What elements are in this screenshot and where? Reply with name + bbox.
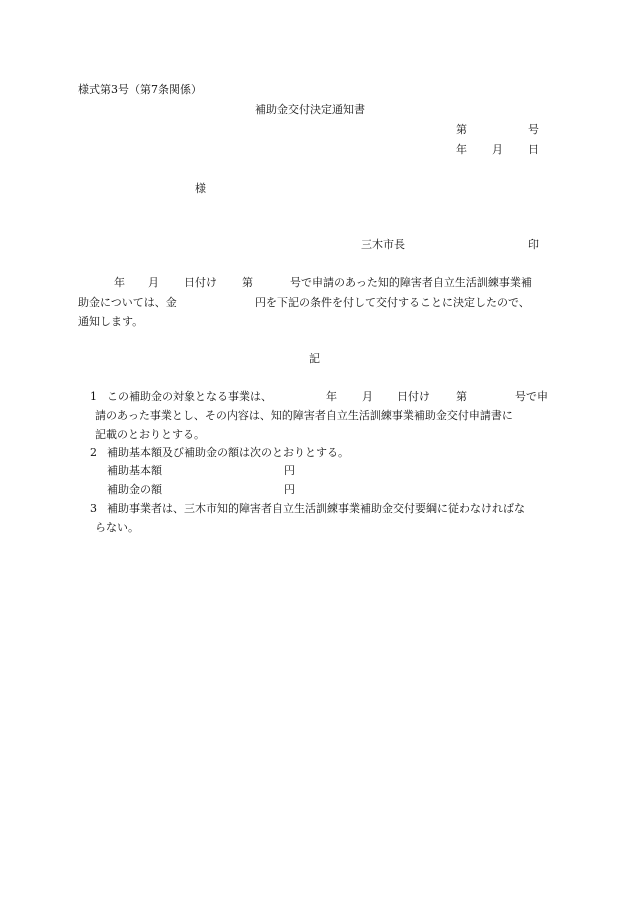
item-3-line-2: らない。: [95, 521, 139, 534]
ki-heading: 記: [309, 352, 320, 365]
subsidy-amount-label: 補助金の額: [107, 483, 162, 496]
addressee-sama: 様: [195, 182, 206, 195]
subsidy-base-amount-yen: 円: [284, 464, 295, 477]
body-line-2a: 助金については、金: [78, 296, 177, 309]
item-3-number: 3: [90, 502, 97, 515]
body-line-3: 通知します。: [78, 315, 144, 328]
subsidy-amount-yen: 円: [284, 483, 295, 496]
form-label: 様式第3号（第7条関係）: [78, 83, 202, 96]
issuer-name: 三木市長: [361, 238, 405, 251]
subsidy-base-amount-label: 補助基本額: [107, 464, 162, 477]
body-month: 月: [148, 276, 159, 289]
item-2-number: 2: [90, 446, 97, 459]
item-1-year: 年: [326, 390, 337, 403]
item-1-text: この補助金の対象となる事業は、: [107, 390, 272, 403]
item-1-go: 号で申: [515, 390, 548, 403]
item-2-text: 補助基本額及び補助金の額は次のとおりとする。: [107, 446, 349, 459]
reference-dai: 第: [456, 123, 467, 136]
reference-go: 号: [528, 123, 539, 136]
seal-mark: 印: [528, 238, 539, 251]
item-1-number: 1: [90, 390, 97, 403]
body-dated: 日付け: [184, 276, 217, 289]
date-month-label: 月: [492, 143, 503, 156]
body-year: 年: [114, 276, 125, 289]
body-dai: 第: [242, 276, 253, 289]
item-1-month: 月: [362, 390, 373, 403]
body-line-2b: 円を下記の条件を付して交付することに決定したので、: [255, 296, 530, 309]
item-1-line-2: 請のあった事業とし、その内容は、知的障害者自立生活訓練事業補助金交付申請書に: [95, 409, 513, 422]
item-3-line-1: 補助事業者は、三木市知的障害者自立生活訓練事業補助金交付要綱に従わなければな: [107, 502, 525, 515]
date-day-label: 日: [528, 143, 539, 156]
item-1-dai: 第: [456, 390, 467, 403]
date-year-label: 年: [456, 143, 467, 156]
item-1-dated: 日付け: [397, 390, 430, 403]
body-line-1: 号で申請のあった知的障害者自立生活訓練事業補: [290, 276, 532, 289]
item-1-line-3: 記載のとおりとする。: [95, 428, 205, 441]
document-title: 補助金交付決定通知書: [255, 103, 365, 116]
